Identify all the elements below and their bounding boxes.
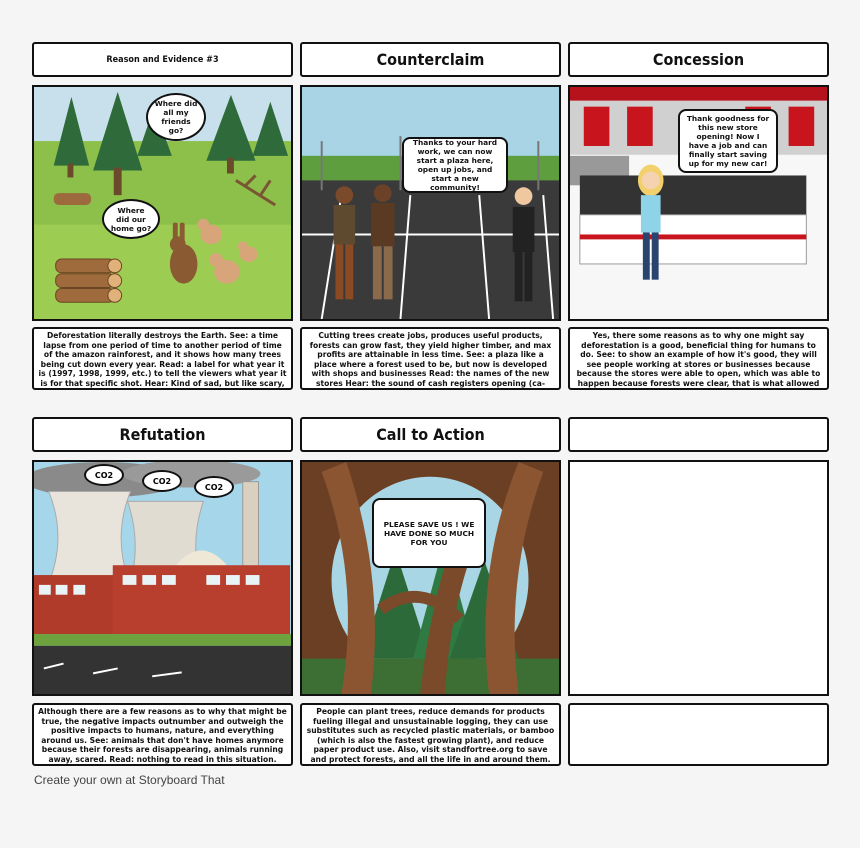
- panel2-title: Counterclaim: [300, 42, 561, 77]
- tree-trunks-illustration: [302, 462, 559, 694]
- panel5-description: People can plant trees, reduce demands for products fueling illegal and unsustainable logging, they can use substitutes such as recycled plastic materials, or bamboo (which is also the fastest growing plant), and reduce paper product use. Also, visit standfortree.org to save and protect forests, and all the life in and around them.: [300, 703, 561, 766]
- panel4-description: Although there are a few reasons as to why that might be true, the negative impacts outnumber and outweigh the positive impacts to humans, nature, and everything around us. See: animals that don't have homes anymore because their forests are disappearing, animals running away, scared. Read: nothing to read in this situation.: [32, 703, 293, 766]
- panel3-title: Concession: [568, 42, 829, 77]
- panel5-title: Call to Action: [300, 417, 561, 452]
- panel6-title: [568, 417, 829, 452]
- parking-lot-illustration: [302, 87, 559, 319]
- panel6-description: [568, 703, 829, 766]
- panel5-scene: [300, 460, 561, 696]
- thought-bubble-home: Where did our home go?: [102, 199, 160, 239]
- co2-cloud-b: CO2: [142, 470, 182, 492]
- panel2-description: Cutting trees create jobs, produces useful products, forests can grow fast, they yield higher timber, and max profits are attainable in less time. See: a plaza like a place where a forest used to be, but now is developed with shops and businesses Read: the names of the new stores Hear: the sound of cash registers opening (ca-: [300, 327, 561, 390]
- panel4-title: Refutation: [32, 417, 293, 452]
- panel1-title: Reason and Evidence #3: [32, 42, 293, 77]
- panel6-scene: [568, 460, 829, 696]
- panel4-scene: [32, 460, 293, 696]
- speech-bubble-save-us: PLEASE SAVE US ! WE HAVE DONE SO MUCH FOR YOU: [372, 498, 486, 568]
- speech-bubble-job: Thank goodness for this new store opening! Now I have a job and can finally start saving up for my new car!: [678, 109, 778, 173]
- panel1-scene: [32, 85, 293, 321]
- co2-cloud-a: CO2: [84, 464, 124, 486]
- power-plant-illustration: [34, 462, 291, 694]
- thought-bubble-friends: Where did all my friends go?: [146, 93, 206, 141]
- speech-bubble-plaza: Thanks to your hard work, we can now start a plaza here, open up jobs, and start a new community!: [402, 137, 508, 193]
- watermark: Create your own at Storyboard That: [34, 773, 225, 787]
- panel3-description: Yes, there some reasons as to why one might say deforestation is a good, beneficial thing for humans to do. See: to show an example of how it's good, they will see people working at stores or businesses because because the stores were able to open, which was able to happen because forests were clear, that is what allowed: [568, 327, 829, 390]
- panel2-scene: [300, 85, 561, 321]
- panel3-scene: [568, 85, 829, 321]
- co2-cloud-c: CO2: [194, 476, 234, 498]
- panel1-description: Deforestation literally destroys the Earth. See: a time lapse from one period of time to another period of time of the amazon rainforest, and it shows how many trees being cut down every year. Read: a label for what year it is (1997, 1998, 1999, etc.) to tell the viewers what year it is for that specific shot. Hear: Kind of sad, but like scary,: [32, 327, 293, 390]
